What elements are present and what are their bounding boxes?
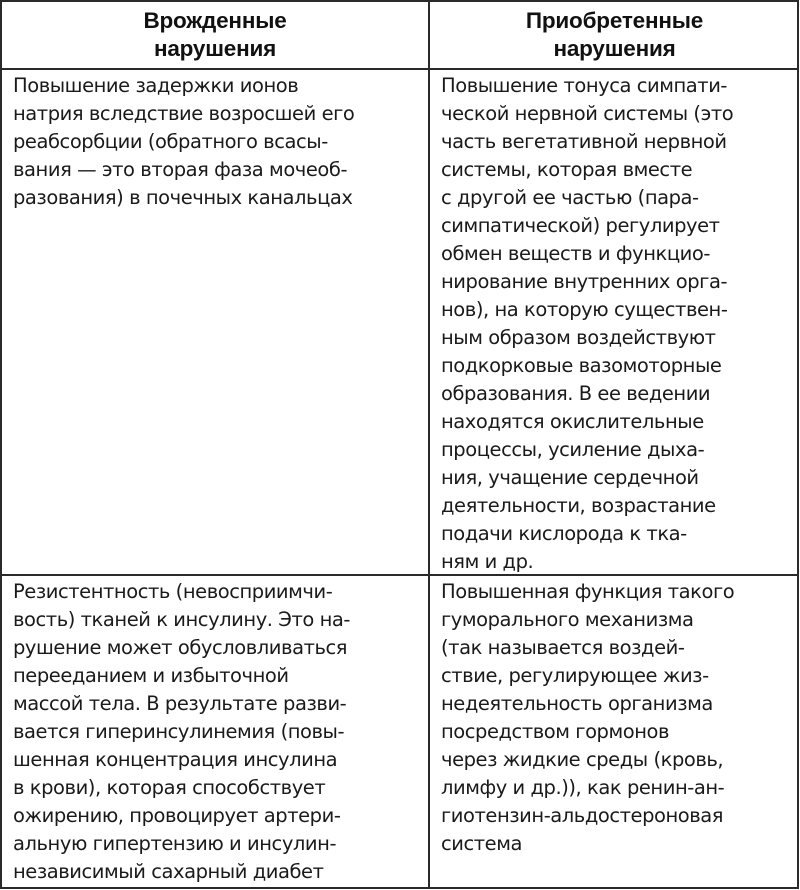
header-congenital-line: нарушения xyxy=(153,36,277,61)
cell-text-line: гиотензин-альдостероновая xyxy=(441,804,724,827)
cell-text-line: образования. В ее ведении xyxy=(441,382,711,405)
cell-text-line: независимый сахарный диабет xyxy=(13,860,324,883)
cell-text-line: шенная концентрация инсулина xyxy=(13,748,338,771)
cell-text-line: натрия вследствие возросшей его xyxy=(13,102,355,125)
cell-text-line: подачи кислорода к тка- xyxy=(441,522,687,545)
cell-text-line: недеятельность организма xyxy=(441,692,713,715)
header-congenital xyxy=(2,2,428,68)
cell-text-line: посредством гормонов xyxy=(441,720,670,743)
cell-text-line: ожирению, провоцирует артери- xyxy=(13,804,341,827)
cell-text-line: через жидкие среды (кровь, xyxy=(441,748,724,771)
cell-text-line: ным образом воздействуют xyxy=(441,326,716,349)
cell-text-line: вания — это вторая фаза мочеоб- xyxy=(13,158,348,181)
cell-text-line: вается гиперинсулинемия (повы- xyxy=(13,720,345,743)
cell-text-line: реабсорбции (обратного всасы- xyxy=(13,130,328,153)
cell-text-line: симпатической) регулирует xyxy=(441,214,720,237)
cell-text-line: ствие, регулирующее жиз- xyxy=(441,664,709,687)
cell-text-line: альную гипертензию и инсулин- xyxy=(13,832,337,855)
header-acquired-line: нарушения xyxy=(553,36,676,61)
cell-text-line: нирование внутренних орга- xyxy=(441,270,728,293)
cell-text-line: обмен веществ и функцио- xyxy=(441,242,710,265)
cell-text-line: Повышение тонуса симпати- xyxy=(441,74,728,97)
header-congenital-line: Врожденные xyxy=(143,8,287,33)
cell-text-line: в крови), которая способствует xyxy=(13,776,326,799)
header-acquired-line: Приобретенные xyxy=(525,8,704,33)
cell-acquired-row-1 xyxy=(430,72,799,576)
cell-acquired-row-2 xyxy=(430,578,799,858)
cell-text-line: ния, учащение сердечной xyxy=(441,466,699,489)
header-divider xyxy=(2,68,797,70)
cell-text-line: гуморального механизма xyxy=(441,608,694,631)
cell-text-line: нов), на которую существен- xyxy=(441,298,728,321)
cell-text-line: (так называется воздей- xyxy=(441,636,685,659)
cell-text-line: ческой нервной системы (это xyxy=(441,102,734,125)
cell-congenital-row-1 xyxy=(2,72,428,212)
cell-text-line: массой тела. В результате разви- xyxy=(13,692,347,715)
cell-text-line: подкорковые вазомоторные xyxy=(441,354,722,377)
cell-text-line: процессы, усиление дыха- xyxy=(441,438,705,461)
cell-text-line: вость) тканей к инсулину. Это на- xyxy=(13,608,350,631)
cell-text-line: Повышение задержки ионов xyxy=(13,74,299,97)
cell-text-line: Повышенная функция такого xyxy=(441,580,735,603)
cell-text-line: системы, которая вместе xyxy=(441,158,693,181)
cell-text-line: с другой ее частью (пара- xyxy=(441,186,699,209)
cell-text-line: часть вегетативной нервной xyxy=(441,130,727,153)
cell-congenital-row-2 xyxy=(2,578,428,886)
cell-text-line: рушение может обусловливаться xyxy=(13,636,348,659)
cell-text-line: система xyxy=(441,832,522,855)
cell-text-line: Резистентность (невосприимчи- xyxy=(13,580,333,603)
cell-text-line: ням и др. xyxy=(441,550,534,573)
header-acquired xyxy=(430,2,799,68)
cell-text-line: лимфу и др.)), как ренин-ан- xyxy=(441,776,725,799)
cell-text-line: перееданием и избыточной xyxy=(13,664,289,687)
cell-text-line: находятся окислительные xyxy=(441,410,704,433)
cell-text-line: деятельности, возрастание xyxy=(441,494,716,517)
cell-text-line: разования) в почечных канальцах xyxy=(13,186,353,209)
